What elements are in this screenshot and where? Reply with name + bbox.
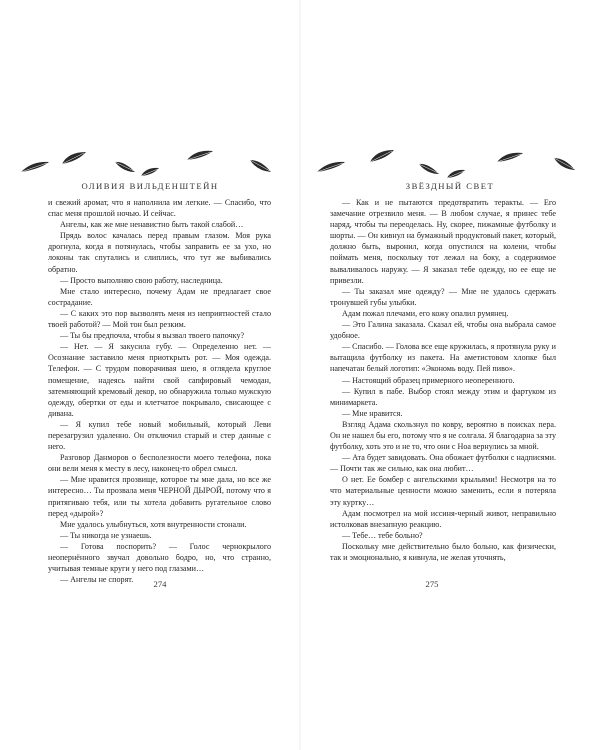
running-head: ОЛИВИЯ ВИЛЬДЕНШТЕЙН <box>81 181 219 191</box>
feather-icon <box>446 168 466 180</box>
running-head: ЗВЁЗДНЫЙ СВЕТ <box>405 181 495 191</box>
paragraph: Адам посмотрел на мой иссиня-черный живот, неправильно истолковав внезапную реакцию. <box>330 508 556 529</box>
feather-icon <box>186 148 214 162</box>
body-text <box>330 197 556 563</box>
paragraph: — Мне нравится прозвище, которое ты мне дала, но все же интересно… Ты прозвала меня ЧЕРНОЙ ДЫРОЙ, потому что я притягиваю тебя, или ты хотела добавить ругательное слово перед «дырой»? <box>48 475 271 518</box>
paragraph: — Спасибо. — Голова все еще кружилась, я протянула руку и вытащила футболку из пакета. На аметистовом хлопке был напечатан белый логотип: «Экономь воду. Пей пиво». <box>330 342 556 374</box>
paragraph: — Ты заказал мне одежду? — Мне не удалось сдержать тронувшей губы улыбки. <box>330 286 556 307</box>
paragraph: — Ата будет завидовать. Она обожает футболки с надписями. — Почти так же сильно, как она любит… <box>330 453 556 474</box>
paragraph: — Мне нравится. <box>342 408 403 418</box>
feather-icon <box>418 162 440 176</box>
paragraph: Поскольку мне действительно было больно, как физически, так и эмоционально, я кивнула, не желая уточнять, <box>330 541 556 562</box>
paragraph: Прядь волос качалась перед правым глазом. Моя рука дрогнула, когда я потянулась, чтобы заправить ее за ухо, но локоны так спутались и слиплись, что тут же выбивались обратно. <box>48 231 271 274</box>
paragraph: — Как и не пытаются предотвратить теракты. — Его замечание отрезвило меня. — В любом случае, я принес тебе наряд, чтобы ты переоделась. Ну, скорее, пижамные футболку и шорты. — Он кивнул на бумажный продуктовый пакет, который, должно быть, выронил, когда опустился на колени, чтобы поймать меня, поскольку тот лежал на боку, а содержимое вываливалось наружу. — Я заказал тебе одежду, но ее еще не привезли. <box>330 198 556 285</box>
feather-icon <box>114 160 136 174</box>
paragraph: О нет. Ее бомбер с ангельскими крыльями! Несмотря на то что материальные ценности можно заменить, если я потеряла эту куртку… <box>330 475 556 507</box>
feather-icon <box>316 160 346 174</box>
paragraph: — Нет. — Я закусила губу. — Определенно нет. — Осознание заставило меня приоткрыть рот. — Моя одежда. Телефон. — С трудом поворачивая шею, я оглядела круглое помещение, надеясь найти свой сапфировый чемодан, затемняющий кремовый декор, но обнаружила только мужскую одежду, обертки от еды и клетчатое покрывало, свисающее с дивана. <box>48 342 271 418</box>
paragraph: — Ты бы предпочла, чтобы я вызвал твоего папочку? <box>60 331 245 341</box>
paragraph: — Я купил тебе новый мобильный, который Леви перезагрузил удаленно. Он отключил старый и стер данные с него. <box>48 419 271 452</box>
feather-icon <box>368 148 396 164</box>
feather-icon <box>140 166 160 178</box>
paragraph: — Просто выполняю свою работу, наследница. <box>60 275 223 285</box>
feather-icon <box>496 150 524 164</box>
right-page <box>300 0 600 750</box>
paragraph: Ангелы, как же мне ненавистно быть такой слабой… <box>60 220 244 230</box>
paragraph: — Готова поспорить? — Голос чернокрылого неопернённого звучал довольно бодро, но, что странно, учитывая темные круги у него под глазами… <box>48 541 271 574</box>
paragraph: Адам пожал плечами, его кожу опалил румянец. <box>342 308 509 318</box>
paragraph: — Это Галина заказала. Сказал ей, чтобы она выбрала самое удобное. <box>330 320 556 341</box>
feather-icon <box>20 160 50 174</box>
paragraph: Мне стало интересно, почему Адам не предлагает свое сострадание. <box>48 286 271 307</box>
paragraph: — Ты никогда не узнаешь. <box>60 530 152 540</box>
paragraph: — Настоящий образец примерного неоперенного. <box>342 375 515 385</box>
page-number: 275 <box>425 579 439 589</box>
feather-icon <box>552 156 576 172</box>
paragraph: Взгляд Адама скользнул по ковру, вероятно в поисках пера. Он не нашел бы его, потому что я не солгала. Я благодарна за эту футболку, хоть это и не то, что они с Ноа вернулись за мной. <box>330 419 556 452</box>
paragraph: Мне удалось улыбнуться, хотя внутренности стонали. <box>60 519 247 529</box>
paragraph: — С каких это пор вызволять меня из неприятностей стало твоей работой? — Мой тон был резким. <box>48 308 271 330</box>
page-number: 274 <box>153 579 167 589</box>
feather-icon <box>60 150 88 166</box>
paragraph: и свежий аромат, что я наполнила им легкие. — Спасибо, что спас меня прошлой ночью. И сейчас. <box>48 198 271 219</box>
paragraph: — Купил в пабе. Выбор стоял между этим и фартуком из минимаркета. <box>330 386 556 407</box>
feather-icon <box>248 158 272 174</box>
paragraph: — Тебе… тебе больно? <box>342 530 423 540</box>
body-text <box>48 197 271 585</box>
paragraph: — Ангелы не спорят. <box>60 575 134 585</box>
paragraph: Разговор Данморов о бесполезности моего телефона, пока они вели меня к месту в лесу, наконец-то обрел смысл. <box>48 453 271 474</box>
